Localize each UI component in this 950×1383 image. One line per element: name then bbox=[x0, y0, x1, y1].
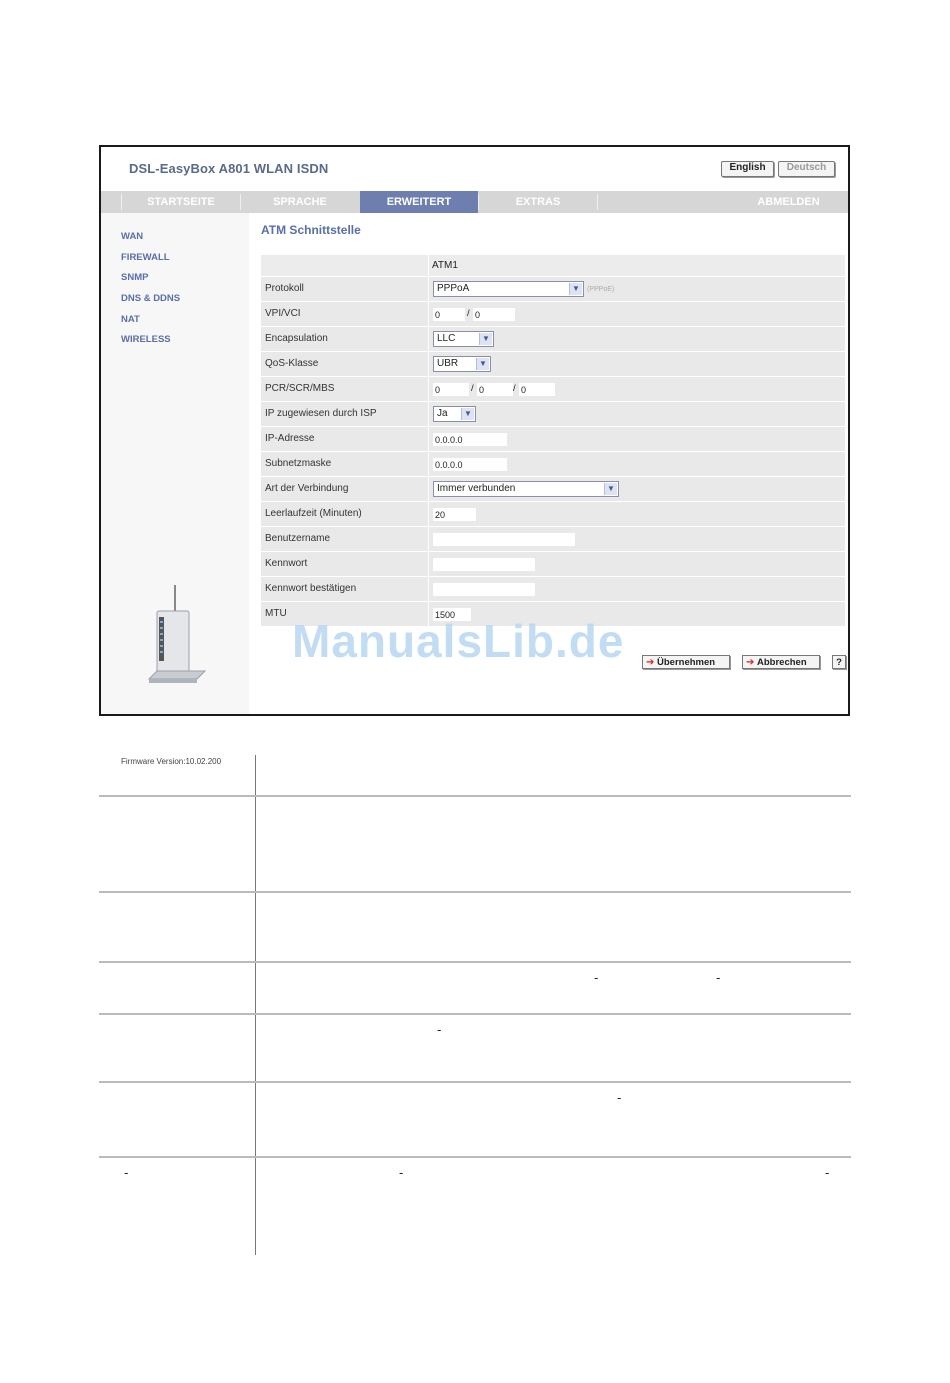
vci-input[interactable] bbox=[473, 308, 515, 321]
tab-abmelden[interactable]: ABMELDEN bbox=[757, 196, 820, 208]
label-pass: Kennwort bbox=[265, 558, 308, 569]
password-input[interactable] bbox=[433, 558, 535, 571]
doc-table-row-line bbox=[99, 795, 851, 797]
encapsulation-value: LLC bbox=[437, 333, 456, 344]
protokoll-select[interactable] bbox=[433, 281, 584, 297]
chevron-down-icon: ▼ bbox=[569, 283, 582, 295]
doc-dash: - bbox=[716, 970, 721, 985]
vpivci-separator: / bbox=[467, 308, 470, 319]
conn-type-select[interactable] bbox=[433, 481, 619, 497]
label-encapsulation: Encapsulation bbox=[265, 333, 328, 344]
cancel-label: Abbrechen bbox=[757, 657, 807, 668]
nav-separator bbox=[597, 194, 598, 210]
sidebar-item-dns-ddns[interactable]: DNS & DDNS bbox=[121, 293, 181, 304]
english-button[interactable]: English bbox=[721, 161, 774, 177]
label-ip: IP-Adresse bbox=[265, 433, 315, 444]
label-pcr: PCR/SCR/MBS bbox=[265, 383, 335, 394]
row-conn-type bbox=[261, 477, 845, 502]
sidebar bbox=[101, 213, 249, 766]
doc-table-divider bbox=[255, 755, 256, 1255]
column-header-atm1: ATM1 bbox=[432, 260, 458, 271]
chevron-down-icon: ▼ bbox=[476, 358, 489, 370]
arrow-right-icon: ➔ bbox=[746, 657, 755, 668]
sidebar-item-wireless[interactable]: WIRELESS bbox=[121, 334, 171, 345]
arrow-right-icon: ➔ bbox=[646, 657, 655, 668]
protokoll-value: PPPoA bbox=[437, 283, 470, 294]
label-mtu: MTU bbox=[265, 608, 287, 619]
ip-isp-value: Ja bbox=[437, 408, 448, 419]
doc-dash: - bbox=[124, 1165, 129, 1180]
scr-input[interactable] bbox=[477, 383, 513, 396]
vpi-input[interactable] bbox=[433, 308, 465, 321]
sidebar-item-firewall[interactable]: FIREWALL bbox=[121, 252, 170, 263]
chevron-down-icon: ▼ bbox=[604, 483, 617, 495]
password-confirm-input[interactable] bbox=[433, 583, 535, 596]
idle-input[interactable] bbox=[433, 508, 476, 521]
sidebar-item-snmp[interactable]: SNMP bbox=[121, 272, 149, 283]
row-qos bbox=[261, 352, 845, 377]
main-nav bbox=[101, 191, 848, 213]
subnet-input[interactable] bbox=[433, 458, 507, 471]
apply-button[interactable] bbox=[642, 655, 730, 669]
row-pass2 bbox=[261, 577, 845, 602]
app-title: DSL-EasyBox A801 WLAN ISDN bbox=[129, 161, 329, 176]
tab-erweitert[interactable]: ERWEITERT bbox=[360, 191, 478, 213]
qos-select[interactable] bbox=[433, 356, 491, 372]
apply-label: Übernehmen bbox=[657, 657, 716, 668]
pcr-input[interactable] bbox=[433, 383, 469, 396]
chevron-down-icon: ▼ bbox=[479, 333, 492, 345]
doc-table-row-line bbox=[99, 891, 851, 893]
row-encapsulation bbox=[261, 327, 845, 352]
doc-dash: - bbox=[437, 1022, 442, 1037]
label-conn-type: Art der Verbindung bbox=[265, 483, 349, 494]
row-user bbox=[261, 527, 845, 552]
label-ip-isp: IP zugewiesen durch ISP bbox=[265, 408, 377, 419]
watermark: ManualsLib.de bbox=[292, 615, 625, 667]
username-input[interactable] bbox=[433, 533, 575, 546]
sidebar-item-nat[interactable]: NAT bbox=[121, 314, 140, 325]
protokoll-hint: (PPPoE) bbox=[587, 286, 615, 293]
form-header-row bbox=[261, 255, 845, 277]
router-device-image bbox=[147, 583, 207, 693]
sidebar-item-wan[interactable]: WAN bbox=[121, 231, 144, 242]
mbs-input[interactable] bbox=[519, 383, 555, 396]
doc-table-row-line bbox=[99, 1081, 851, 1083]
label-pass2: Kennwort bestätigen bbox=[265, 583, 357, 594]
firmware-version: Firmware Version:10.02.200 bbox=[121, 757, 222, 766]
tab-startseite[interactable]: STARTSEITE bbox=[147, 196, 215, 208]
row-vpivci bbox=[261, 302, 845, 327]
doc-table-row-line bbox=[99, 961, 851, 963]
chevron-down-icon: ▼ bbox=[461, 408, 474, 420]
ip-isp-select[interactable] bbox=[433, 406, 476, 422]
conn-type-value: Immer verbunden bbox=[437, 483, 516, 494]
row-protokoll bbox=[261, 277, 845, 302]
label-vpivci: VPI/VCI bbox=[265, 308, 301, 319]
label-user: Benutzername bbox=[265, 533, 331, 544]
atm-form bbox=[261, 255, 845, 627]
row-subnet bbox=[261, 452, 845, 477]
deutsch-button[interactable]: Deutsch bbox=[778, 161, 835, 177]
help-button[interactable]: ? bbox=[832, 655, 846, 669]
row-ip bbox=[261, 427, 845, 452]
doc-table-row-line bbox=[99, 1156, 851, 1158]
label-qos: QoS-Klasse bbox=[265, 358, 319, 369]
ip-input[interactable] bbox=[433, 433, 507, 446]
label-idle: Leerlaufzeit (Minuten) bbox=[265, 508, 362, 519]
doc-dash: - bbox=[399, 1165, 404, 1180]
page-title: ATM Schnittstelle bbox=[261, 223, 361, 237]
label-protokoll: Protokoll bbox=[265, 283, 304, 294]
qos-value: UBR bbox=[437, 358, 459, 369]
row-idle bbox=[261, 502, 845, 527]
cancel-button[interactable] bbox=[742, 655, 820, 669]
row-pcr bbox=[261, 377, 845, 402]
pcr-separator-2: / bbox=[513, 383, 516, 394]
tab-extras[interactable]: EXTRAS bbox=[515, 196, 561, 208]
label-subnet: Subnetzmaske bbox=[265, 458, 332, 469]
doc-table-row-line bbox=[99, 1013, 851, 1015]
doc-dash: - bbox=[594, 970, 599, 985]
encapsulation-select[interactable] bbox=[433, 331, 494, 347]
tab-sprache[interactable]: SPRACHE bbox=[273, 196, 327, 208]
row-ip-isp bbox=[261, 402, 845, 427]
doc-dash: - bbox=[825, 1165, 830, 1180]
pcr-separator-1: / bbox=[471, 383, 474, 394]
row-pass bbox=[261, 552, 845, 577]
doc-dash: - bbox=[617, 1090, 622, 1105]
